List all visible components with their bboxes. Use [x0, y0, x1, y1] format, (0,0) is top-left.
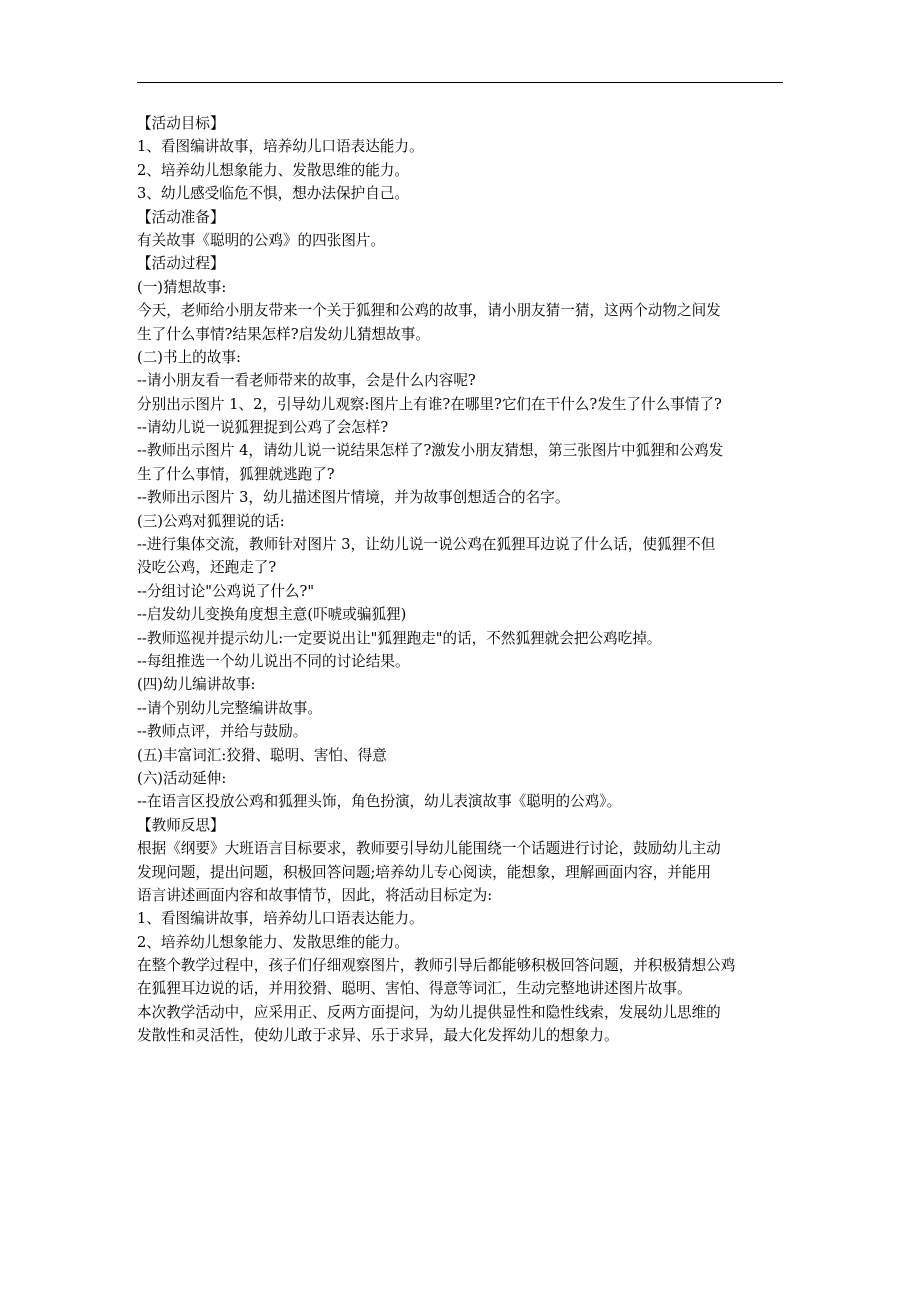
preparation-text: 有关故事《聪明的公鸡》的四张图片。 [137, 231, 386, 249]
section-heading-reflection: 【教师反思】 [137, 816, 225, 834]
paragraph-line: --请个别幼儿完整编讲故事。 [137, 699, 322, 717]
paragraph-line: 发现问题，提出问题，积极回答问题;培养幼儿专心阅读，能想象，理解画面内容，并能用 [137, 863, 712, 881]
paragraph-line: --教师出示图片 3，幼儿描述图片情境，并为故事创想适合的名字。 [137, 489, 570, 507]
subsection-heading: (一)猜想故事: [137, 278, 227, 296]
subsection-heading: (五)丰富词汇:狡猾、聪明、害怕、得意 [137, 746, 387, 764]
paragraph-line: 本次教学活动中，应采用正、反两方面提问，为幼儿提供显性和隐性线索，发展幼儿思维的 [137, 1003, 721, 1021]
section-heading-preparation: 【活动准备】 [137, 208, 225, 226]
paragraph-line: 发散性和灵活性，使幼儿敢于求异、乐于求异，最大化发挥幼儿的想象力。 [137, 1027, 619, 1045]
header-rule [137, 82, 783, 83]
goal-item: 3、幼儿感受临危不惧，想办法保护自己。 [137, 185, 409, 203]
paragraph-line: --启发幼儿变换角度想主意(吓唬或骗狐狸) [137, 606, 407, 624]
goal-item: 1、看图编讲故事，培养幼儿口语表达能力。 [137, 138, 424, 156]
paragraph-line: 生了什么事情?结果怎样?启发幼儿猜想故事。 [137, 325, 430, 343]
subsection-heading: (六)活动延伸: [137, 769, 227, 787]
section-heading-process: 【活动过程】 [137, 255, 225, 273]
goal-item: 1、看图编讲故事，培养幼儿口语表达能力。 [137, 910, 424, 928]
paragraph-line: 根据《纲要》大班语言目标要求，教师要引导幼儿能围绕一个话题进行讨论，鼓励幼儿主动 [137, 840, 721, 858]
paragraph-line: --请小朋友看一看老师带来的故事，会是什么内容呢? [137, 372, 476, 390]
paragraph-line: 分别出示图片 1、2，引导幼儿观察:图片上有谁?在哪里?它们在干什么?发生了什么事情了? [137, 395, 722, 413]
goal-item: 2、培养幼儿想象能力、发散思维的能力。 [137, 161, 409, 179]
paragraph-line: --分组讨论"公鸡说了什么?" [137, 582, 315, 600]
paragraph-line: --每组推选一个幼儿说出不同的讨论结果。 [137, 652, 410, 670]
paragraph-line: --教师点评，并给与鼓励。 [137, 723, 308, 741]
paragraph-line: 语言讲述画面内容和故事情节，因此，将活动目标定为: [137, 886, 493, 904]
document-body [137, 112, 785, 1048]
paragraph-line: 今天，老师给小朋友带来一个关于狐狸和公鸡的故事，请小朋友猜一猜，这两个动物之间发 [137, 302, 721, 320]
paragraph-line: 生了什么事情，狐狸就逃跑了? [137, 465, 335, 483]
paragraph-line: --教师巡视并提示幼儿:一定要说出让"狐狸跑走"的话，不然狐狸就会把公鸡吃掉。 [137, 629, 662, 647]
paragraph-line: 在狐狸耳边说的话，并用狡猾、聪明、害怕、得意等词汇，生动完整地讲述图片故事。 [137, 980, 692, 998]
goal-item: 2、培养幼儿想象能力、发散思维的能力。 [137, 933, 409, 951]
subsection-heading: (四)幼儿编讲故事: [137, 676, 256, 694]
paragraph-line: --进行集体交流，教师针对图片 3，让幼儿说一说公鸡在狐狸耳边说了什么话，使狐狸不但 [137, 536, 716, 554]
subsection-heading: (三)公鸡对狐狸说的话: [137, 512, 285, 530]
subsection-heading: (二)书上的故事: [137, 348, 241, 366]
paragraph-line: --在语言区投放公鸡和狐狸头饰，角色扮演，幼儿表演故事《聪明的公鸡》。 [137, 793, 622, 811]
section-heading-goals: 【活动目标】 [137, 115, 225, 132]
paragraph-line: --请幼儿说一说狐狸捉到公鸡了会怎样? [137, 419, 389, 437]
paragraph-line: 在整个教学过程中，孩子们仔细观察图片，教师引导后都能够积极回答问题，并积极猜想公鸡 [137, 957, 736, 975]
paragraph-line: --教师出示图片 4，请幼儿说一说结果怎样了?激发小朋友猜想，第三张图片中狐狸和公鸡发 [137, 442, 724, 460]
paragraph-line: 没吃公鸡，还跑走了? [137, 559, 277, 577]
